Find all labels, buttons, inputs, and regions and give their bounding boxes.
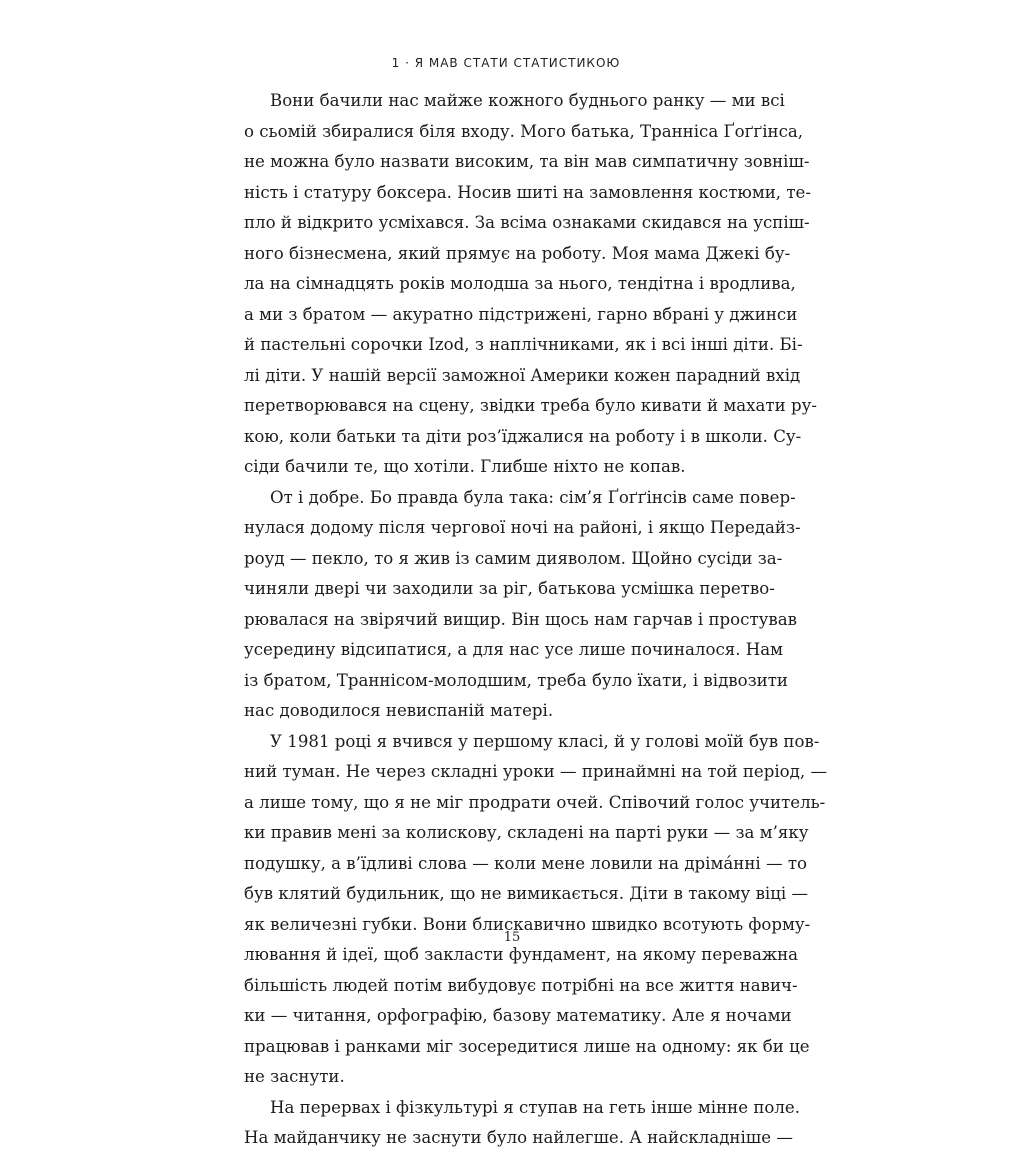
text-line: більшість людей потім вибудовує потрібні на все життя навич- [244,975,798,995]
text-line: подушку, а в’їдливі слова — коли мене ловили на дрімáнні — то [244,853,808,873]
text-line: як величезні губки. Вони блискавично швидко всотують форму- [244,914,811,934]
text-line: був клятий будильник, що не вимикається. Діти в такому віці — [244,884,809,903]
running-header: 1 · Я МАВ СТАТИ СТАТИСТИКОЮ [391,56,621,70]
text-line: У 1981 році я вчився у першому класі, й у голові моїй був пов- [270,731,820,751]
text-line: не заснути. [244,1067,345,1086]
text-line: а ми з братом — акуратно підстрижені, гарно вбрані у джинси [244,304,798,324]
text-line: нулася додому після чергової ночі на районі, і якщо Передайз- [244,518,801,537]
text-line: ність і статуру боксера. Носив шиті на замовлення костюми, те- [244,182,811,202]
text-line: ки — читання, орфографію, базову математику. Але я ночами [244,1006,792,1025]
text-line: роуд — пекло, то я жив із самим дияволом. Щойно сусіди за- [244,548,783,568]
text-line: Вони бачили нас майже кожного буднього ранку — ми всі [270,91,785,110]
text-line: сіди бачили те, що хотіли. Глибше ніхто не копав. [244,457,686,476]
text-line: На майданчику не заснути було найлегше. А найскладніше — [244,1128,793,1147]
text-line: перетворювався на сцену, звідки треба було кивати й махати ру- [244,396,817,415]
text-line: лювання й ідеї, щоб закласти фундамент, на якому переважна [244,945,799,964]
text-line: кою, коли батьки та діти роз’їджалися на роботу і в школи. Су- [244,426,802,446]
text-line: усередину відсипатися, а для нас усе лише починалося. Нам [244,640,784,659]
text-line: о сьомій збиралися біля входу. Мого батька, Траннiса Ґоґґiнса, [244,121,804,141]
text-line: пло й відкрито усміхався. За всіма ознаками скидався на успіш- [244,213,810,232]
text-line: не можна було назвати високим, та він мав симпатичну зовніш- [244,152,810,171]
text-line: чиняли двері чи заходили за ріг, батькова усмішка перетво- [244,579,775,598]
text-line: На перервах і фізкультурі я ступав на геть інше мінне поле. [270,1097,801,1117]
text-line: лі діти. У нашій версії заможної Америки кожен парадний вхід [244,365,801,385]
text-line: а лише тому, що я не міг продрати очей. Співочий голос учитель- [244,792,826,812]
page-number: 15 [503,930,521,945]
text-line: ний туман. Не через складні уроки — принаймні на той період, — [244,762,828,781]
text-line: із братом, Траннісом-молодшим, треба було їхати, і відвозити [244,670,788,690]
text-line: ки правив мені за колискову, складені на парті руки — за м’яку [244,823,809,842]
text-line: працював і ранками міг зосередитися лише на одному: як би це [244,1036,810,1056]
text-line: От і добре. Бо правда була така: сім’я Ґоґґінсів саме повер- [270,487,796,507]
text-line: рювалася на звірячий вищир. Він щось нам гарчав і простував [244,609,797,629]
text-line: нас доводилося невиспаній матері. [244,701,554,720]
text-line: й пастельні сорочки Izod, з наплічниками, як і всі інші діти. Бі- [244,335,803,354]
body-text [244,86,828,1154]
text-line: ного бізнесмена, який прямує на роботу. Моя мама Джекі бу- [244,243,791,263]
text-line: ла на сімнадцять років молодша за нього, тендітна і вродлива, [244,274,796,293]
